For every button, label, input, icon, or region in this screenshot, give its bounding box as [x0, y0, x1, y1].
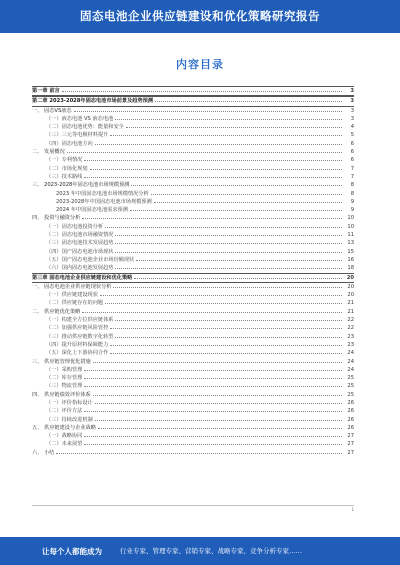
- toc-entry-label: （四）固态电池方向: [46, 140, 93, 147]
- toc-entry-page: 8: [350, 190, 354, 197]
- toc-leader-dots: [84, 366, 342, 371]
- toc-leader-dots: [105, 223, 342, 228]
- toc-entry-label: （六）国内固态电池发展趋势: [46, 265, 114, 272]
- toc-entry-label: （二）库存管理: [46, 375, 83, 382]
- toc-entry-page: 10: [347, 215, 354, 222]
- toc-entry-label: 第二章 2023-2028年固态电池市场前景及趋势预测: [32, 98, 154, 105]
- footer-slogan: 让每个人都能成为: [42, 547, 102, 556]
- toc-entry-label: （一）评价指标设计: [46, 399, 93, 406]
- toc-entry[interactable]: [32, 333, 354, 341]
- toc-entry-page: 8: [350, 182, 354, 189]
- toc-chapter-entry[interactable]: [32, 273, 354, 283]
- toc-entry[interactable]: [32, 391, 354, 399]
- toc-entry-page: 11: [347, 232, 354, 239]
- toc-entry[interactable]: [32, 239, 354, 247]
- toc-leader-dots: [56, 449, 342, 454]
- toc-entry-label: 第一章 前言: [32, 88, 60, 94]
- toc-entry[interactable]: [32, 140, 354, 148]
- toc-entry-page: 23: [347, 333, 354, 340]
- toc-leader-dots: [74, 107, 342, 112]
- toc-entry-page: 22: [347, 325, 354, 332]
- footer-tags: 行业专家、管理专家、营销专家、战略专家、竞争分析专家……: [120, 547, 302, 555]
- toc-entry-label: 2024 年中国固态电池需求预测: [56, 207, 128, 214]
- toc-entry-page: 21: [347, 308, 354, 315]
- toc-entry-page: 3: [350, 107, 354, 114]
- toc-entry-page: 21: [347, 300, 354, 307]
- toc-leader-dots: [115, 248, 342, 253]
- toc-entry[interactable]: [32, 223, 354, 231]
- toc-entry-page: 22: [347, 317, 354, 324]
- toc-entry-label: 三、 2023-2028年固态电池市场规模预测: [32, 182, 130, 189]
- toc-leader-dots: [84, 432, 342, 437]
- toc-entry-label: 一、 固态VS液态: [32, 107, 72, 114]
- toc-entry[interactable]: [32, 440, 354, 448]
- toc-entry-page: 9: [350, 198, 354, 205]
- toc-leader-dots: [95, 140, 342, 145]
- toc-entry[interactable]: [32, 399, 354, 407]
- toc-entry-label: （三）技术路线: [46, 173, 83, 180]
- toc-entry-page: 6: [350, 140, 354, 147]
- toc-entry-label: （一）液态电池 VS 液态电池: [46, 115, 114, 122]
- toc-leader-dots: [105, 299, 342, 304]
- toc-entry-label: 四、 供应链绩效评价体系: [32, 391, 91, 398]
- toc-entry-label: （一）构建全方位供应链体系: [46, 317, 114, 324]
- toc-entry[interactable]: [32, 316, 354, 324]
- header-banner: [0, 0, 400, 33]
- toc-entry[interactable]: [32, 231, 354, 239]
- toc-entry[interactable]: [32, 165, 354, 173]
- toc-entry[interactable]: [32, 349, 354, 357]
- toc-leader-dots: [84, 374, 342, 379]
- toc-entry[interactable]: [32, 424, 354, 432]
- toc-leader-dots: [115, 316, 342, 321]
- toc-entry[interactable]: [32, 416, 354, 424]
- toc-entry-page: 27: [347, 433, 354, 440]
- toc-entry[interactable]: [32, 308, 354, 316]
- toc-leader-dots: [100, 291, 342, 296]
- toc-entry-page: 20: [347, 292, 354, 299]
- toc-leader-dots: [82, 214, 342, 219]
- toc-leader-dots: [84, 382, 342, 387]
- toc-entry-page: 6: [350, 149, 354, 156]
- toc-entry[interactable]: [32, 324, 354, 332]
- toc-entry-page: 3: [350, 115, 354, 122]
- toc-entry[interactable]: [32, 115, 354, 123]
- toc-entry[interactable]: [32, 291, 354, 299]
- toc-entry[interactable]: [32, 156, 354, 164]
- toc-entry-page: 24: [347, 358, 354, 365]
- toc-leader-dots: [151, 190, 342, 195]
- toc-entry-label: （二）市场化规划: [46, 165, 88, 172]
- toc-entry-label: （二）加强供应链风险管控: [46, 325, 109, 332]
- toc-entry-label: （二）未来展望: [46, 441, 83, 448]
- toc-entry[interactable]: [32, 358, 354, 366]
- toc-entry-page: 3: [350, 88, 354, 94]
- toc-entry[interactable]: [32, 407, 354, 415]
- toc-entry-label: 四、 投资与融资分析: [32, 215, 81, 222]
- toc-entry-label: （二）固态电池市场融资情况: [46, 232, 114, 239]
- toc-leader-dots: [126, 123, 342, 128]
- toc-entry-label: （一）供应链建设现状: [46, 292, 98, 299]
- toc-leader-dots: [155, 97, 342, 102]
- toc-entry[interactable]: [32, 123, 354, 131]
- toc-leader-dots: [84, 407, 342, 412]
- toc-leader-dots: [130, 206, 342, 211]
- toc-leader-dots: [115, 115, 342, 120]
- toc-entry[interactable]: [32, 206, 354, 214]
- toc-entry-label: 二、 发展概况: [32, 149, 65, 156]
- toc-leader-dots: [115, 333, 342, 338]
- toc-leader-dots: [95, 416, 342, 421]
- toc-entry[interactable]: [32, 214, 354, 222]
- toc-entry-page: 3: [350, 98, 354, 105]
- toc-entry[interactable]: [32, 131, 354, 139]
- toc-leader-dots: [93, 358, 342, 363]
- footer-banner: [0, 537, 400, 565]
- toc-leader-dots: [110, 341, 342, 346]
- toc-entry-page: 25: [347, 375, 354, 382]
- toc-chapter-entry[interactable]: [32, 96, 354, 106]
- toc-entry-label: 五、 供应链建设与企业战略: [32, 424, 96, 431]
- toc-leader-dots: [93, 391, 342, 396]
- toc-entry-label: 2023-2028年中国固态电池市场规模预测: [56, 198, 152, 205]
- toc-entry-page: 25: [347, 383, 354, 390]
- toc-leader-dots: [82, 308, 342, 313]
- toc-entry-label: （四）提升原材料保障能力: [46, 341, 109, 348]
- toc-entry[interactable]: [32, 181, 354, 189]
- toc-entry-page: 18: [347, 265, 354, 272]
- toc-entry-page: 6: [350, 157, 354, 164]
- toc-entry-label: （一）固态电池投资分析: [46, 223, 104, 230]
- toc-entry[interactable]: [32, 107, 354, 115]
- toc-leader-dots: [110, 131, 342, 136]
- page-number: 1: [351, 507, 354, 512]
- toc-entry-page: 24: [347, 350, 354, 357]
- toc-entry-page: 13: [347, 240, 354, 247]
- toc-entry[interactable]: [32, 264, 354, 272]
- toc-entry-page: 9: [350, 207, 354, 214]
- toc-leader-dots: [84, 173, 342, 178]
- toc-entry-label: 二、 供应链优化策略: [32, 308, 81, 315]
- toc-entry-label: （三）持续改进机制: [46, 416, 93, 423]
- toc-entry-page: 15: [347, 248, 354, 255]
- toc-entry[interactable]: [32, 173, 354, 181]
- toc-entry-label: （一）采购管理: [46, 366, 83, 373]
- toc-entry-page: 7: [350, 173, 354, 180]
- toc-entry-page: 7: [350, 165, 354, 172]
- toc-entry[interactable]: [32, 198, 354, 206]
- toc-leader-dots: [67, 148, 342, 153]
- toc-entry[interactable]: [32, 283, 354, 291]
- toc-leader-dots: [95, 399, 342, 404]
- toc-entry-label: 一、 固态电池企业供应链现状分析: [32, 283, 112, 290]
- toc-leader-dots: [115, 264, 342, 269]
- toc-leader-dots: [134, 274, 342, 279]
- toc-leader-dots: [113, 283, 342, 288]
- toc-list: [32, 86, 354, 457]
- toc-leader-dots: [84, 156, 342, 161]
- toc-entry-label: （三）三元等电极材料提升: [46, 132, 109, 139]
- toc-entry-page: 27: [347, 449, 354, 456]
- toc-entry-label: （五）国产固态电池企业市场份额现状: [46, 256, 135, 263]
- toc-chapter-entry[interactable]: [32, 86, 354, 96]
- toc-entry-label: （三）推动供应链数字化转型: [46, 333, 114, 340]
- toc-entry-page: 27: [347, 441, 354, 448]
- toc-leader-dots: [98, 424, 342, 429]
- toc-entry-page: 26: [347, 399, 354, 406]
- toc-entry-label: （一）专利情况: [46, 157, 83, 164]
- toc-entry-page: 23: [347, 341, 354, 348]
- toc-leader-dots: [110, 349, 342, 354]
- toc-leader-dots: [115, 231, 342, 236]
- toc-entry[interactable]: [32, 374, 354, 382]
- toc-heading: 内容目录: [176, 58, 224, 71]
- toc-leader-dots: [110, 324, 342, 329]
- toc-entry-label: （二）供应链存在的问题: [46, 300, 104, 307]
- toc-leader-dots: [84, 440, 342, 445]
- toc-entry-page: 26: [347, 416, 354, 423]
- toc-entry-page: 24: [347, 366, 354, 373]
- toc-leader-dots: [154, 198, 342, 203]
- toc-entry[interactable]: [32, 299, 354, 307]
- report-title: 固态电池企业供应链建设和优化策略研究报告: [80, 9, 320, 23]
- toc-entry-page: 20: [346, 274, 354, 281]
- toc-entry-page: 20: [347, 283, 354, 290]
- toc-entry[interactable]: [32, 366, 354, 374]
- toc-leader-dots: [90, 165, 342, 170]
- toc-entry[interactable]: [32, 248, 354, 256]
- footer-divider: [32, 505, 354, 506]
- toc-leader-dots: [131, 181, 342, 186]
- toc-entry-page: 25: [347, 391, 354, 398]
- toc-entry[interactable]: [32, 382, 354, 390]
- toc-entry-label: 第三章 固态电池企业供应链建设和优化策略: [32, 274, 133, 281]
- toc-entry-label: 2023 年中国固态电池市场规模情况分析: [56, 190, 149, 197]
- toc-leader-dots: [62, 87, 342, 92]
- toc-entry[interactable]: [32, 449, 354, 457]
- toc-entry-label: （二）固态电池优势：能量和安全: [46, 124, 124, 131]
- toc-entry[interactable]: [32, 190, 354, 198]
- toc-entry[interactable]: [32, 148, 354, 156]
- toc-entry[interactable]: [32, 432, 354, 440]
- toc-entry-page: 16: [347, 256, 354, 263]
- toc-entry-label: （五）深化上下游协同合作: [46, 350, 109, 357]
- toc-entry-label: （三）物流管理: [46, 383, 83, 390]
- toc-entry[interactable]: [32, 341, 354, 349]
- toc-entry-page: 26: [347, 408, 354, 415]
- toc-entry[interactable]: [32, 256, 354, 264]
- toc-entry-page: 5: [350, 132, 354, 139]
- toc-entry-label: （一）战略协同: [46, 433, 83, 440]
- toc-entry-label: 六、 小结: [32, 449, 55, 456]
- toc-entry-page: 4: [350, 124, 354, 131]
- toc-entry-label: （三）固态电池技术发展趋势: [46, 240, 114, 247]
- toc-entry-page: 26: [347, 424, 354, 431]
- toc-entry-label: 三、 供应链管理优化措施: [32, 358, 91, 365]
- toc-leader-dots: [115, 239, 342, 244]
- toc-entry-label: （二）评价方法: [46, 408, 83, 415]
- toc-entry-label: （四）国产固态电池市场现状: [46, 248, 114, 255]
- toc-leader-dots: [136, 256, 342, 261]
- toc-entry-page: 10: [347, 223, 354, 230]
